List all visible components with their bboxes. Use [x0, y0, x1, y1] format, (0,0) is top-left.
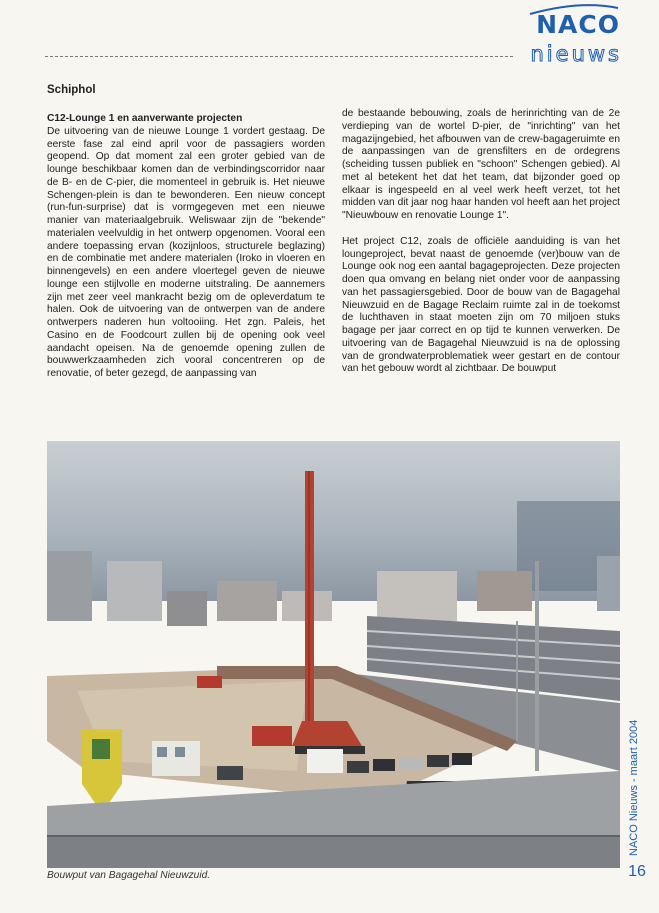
section-title: Schiphol — [47, 84, 96, 96]
page-number: 16 — [628, 863, 646, 880]
article-heading: C12-Lounge 1 en aanverwante projecten — [47, 113, 243, 124]
logo-naco: NACO — [536, 10, 620, 39]
logo-nieuws: nieuws — [530, 42, 622, 66]
article-column-left — [47, 113, 325, 381]
header-divider — [45, 56, 513, 57]
article-column-right — [342, 108, 620, 376]
photo-caption: Bouwput van Bagagehal Nieuwzuid. — [47, 870, 211, 881]
article-paragraph: De uitvoering van de nieuwe Lounge 1 vordert gestaag. De eerste fase zal eind april voor de passagiers worden geopend. Op dat moment zal een groter gebied van de lounge beschikbaar komen dan de verbindingscorridor naar de B- en de C-pier, die momenteel in gebruik is. Het nieuwe Schengen-plein is dan te bewonderen. Een nieuw concept (run-fun-surprise) dat is vormgegeven met een nieuwe manier van materiaalgebruik. Weliswaar zijn de "bekende" materialen veelvuldig in het ontwerp opgenomen. Vooral een andere toepassing ervan (kozijnloos, structurele beglazing) en de combinatie met andere materialen (Iroko in vloeren en binnengevels) en een andere vloertegel geven de nieuwe lounge een stijlvolle en moderne uitstraling. De aannemers zijn met zeer veel mankracht bezig om de opleverdatum te halen. Ook de uitvoering van de ontwerpen van de andere ontwerpers naderen hun voltooiing. Het zgn. Paleis, het Casino en de Foodcourt zullen bij de opening ook veel aandacht opeisen. Na de genoemde opening zullen de bouwwerkzaamheden zich vooral concentreren op de renovatie, of beter gezegd, de aanpassing van — [47, 125, 325, 379]
paragraph-gap — [342, 223, 620, 236]
article-paragraph: de bestaande bebouwing, zoals de herinrichting van de 2e verdieping van de wortel D-pier, de "inrichting" van het magazijngebied, het afbouwen van de crew-bagageruimte en de aanpassingen van de grensfilters en de ordegrens (scheiding tussen publiek en "schoon" Schengen gebied). Al met al betekent het dat het team, dat bijzonder goed op elkaar is ingespeeld en al veel werk heeft verzet, tot het midden van dit jaar nog haar handen vol heeft aan het project "Nieuwbouw en renovatie Lounge 1". — [342, 108, 620, 221]
article-paragraph: Het project C12, zoals de officiële aanduiding is van het loungeproject, bevat naast de genoemde (ver)bouw van de Lounge ook nog een aantal bagageprojecten. Deze projecten doen qua omvang en belang niet onder voor de aanpassing van het passagiersgebied. Door de bouw van de Bagagehal Nieuwzuid en de Bagage Reclaim ruimte zal in de toekomst de luchthaven in staat moeten zijn om 70 miljoen stuks bagage per jaar correct en op tijd te kunnen verwerken. De uitvoering van de Bagagehal Nieuwzuid is na de oplossing van de grondwaterproblematiek weer gestart en de contour van het gebouw wordt al zichtbaar. De bouwput — [342, 235, 620, 375]
construction-site-photo — [47, 441, 620, 868]
issue-label: NACO Nieuws - maart 2004 — [628, 719, 640, 856]
